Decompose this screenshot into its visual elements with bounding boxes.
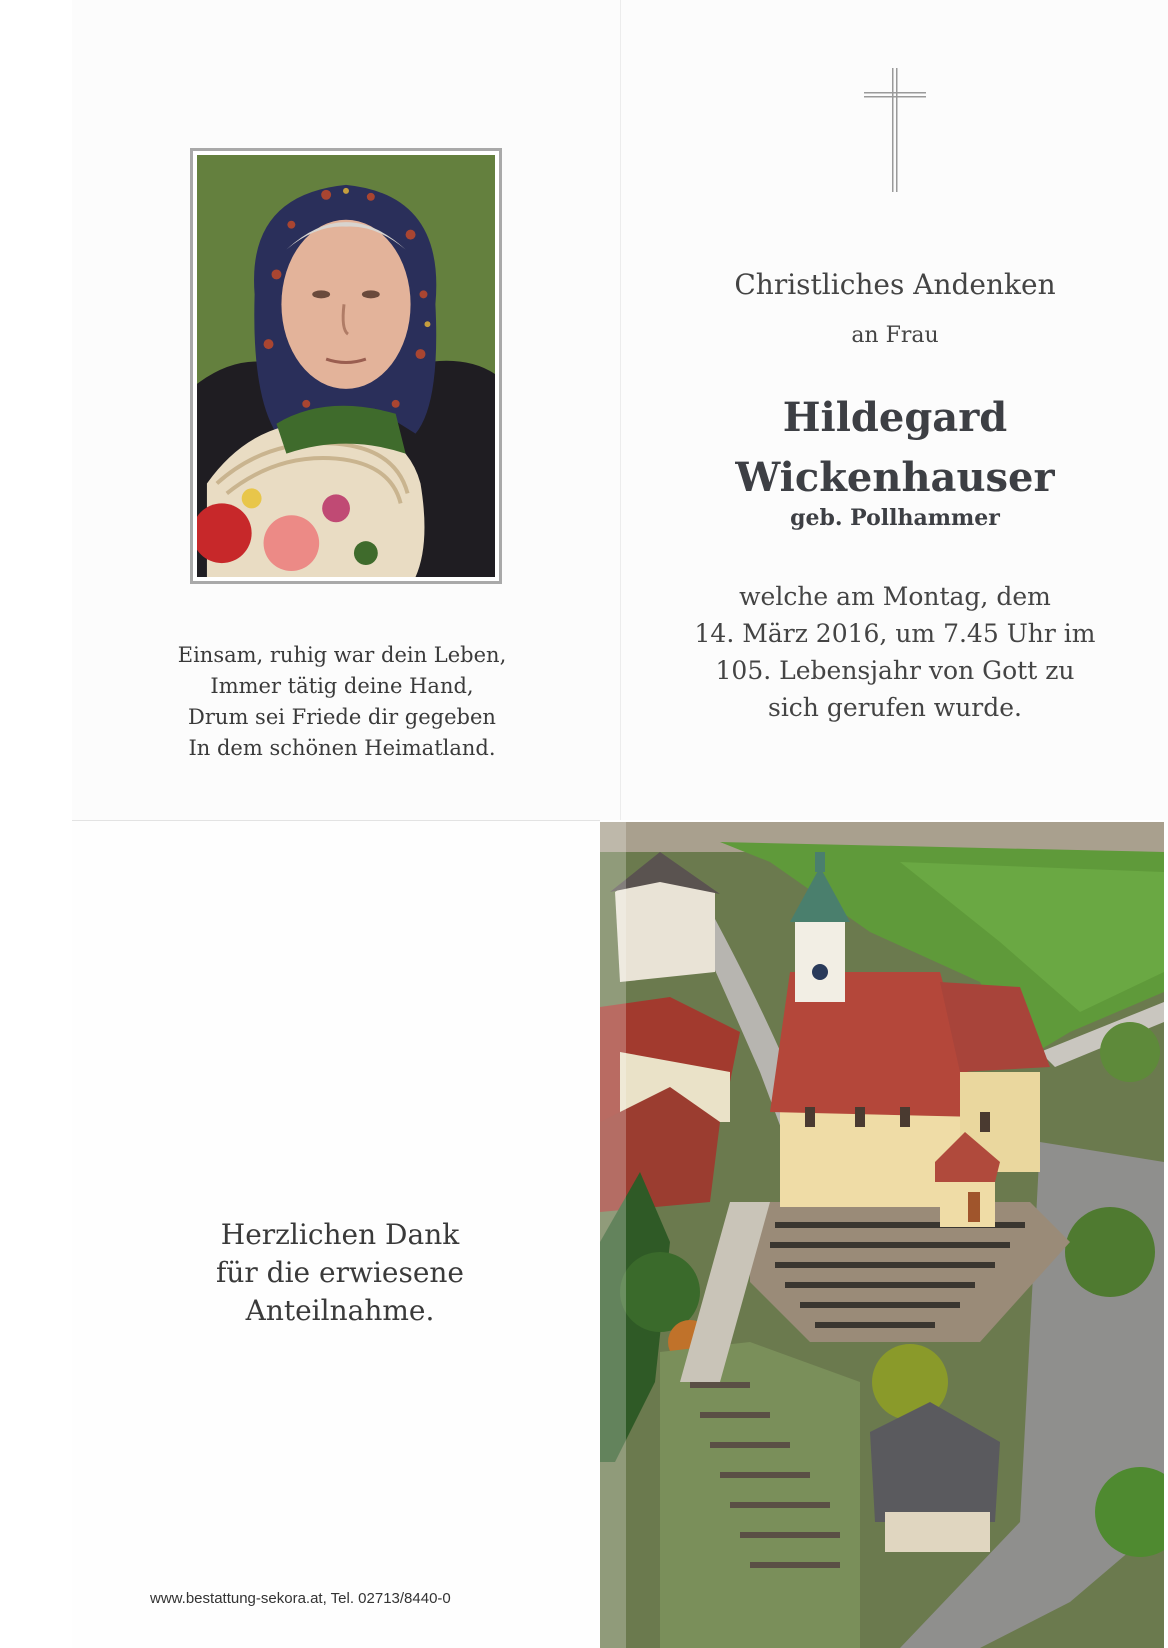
funeral-home-contact: www.bestattung-sekora.at, Tel. 02713/8440-0 bbox=[150, 1590, 451, 1607]
first-name: Hildegard bbox=[782, 394, 1008, 441]
church-image bbox=[600, 822, 1164, 1648]
fold-line-vertical bbox=[620, 0, 621, 820]
poem-line: Drum sei Friede dir gegeben bbox=[188, 705, 496, 729]
poem-line: In dem schönen Heimatland. bbox=[188, 736, 496, 760]
thanks-line: Herzlichen Dank bbox=[220, 1218, 460, 1251]
death-notice-line: welche am Montag, dem bbox=[739, 582, 1051, 611]
portrait-photo bbox=[190, 148, 502, 584]
thanks-message bbox=[160, 1216, 520, 1330]
death-notice-line: 14. März 2016, um 7.45 Uhr im bbox=[694, 619, 1096, 648]
thanks-line: für die erwiesene bbox=[215, 1256, 465, 1289]
death-notice bbox=[690, 578, 1100, 726]
cross-icon bbox=[862, 66, 928, 194]
portrait-image bbox=[197, 155, 495, 577]
birth-name: geb. Pollhammer bbox=[790, 505, 1000, 531]
church-aerial-photo bbox=[600, 822, 1164, 1648]
death-notice-line: sich gerufen wurde. bbox=[767, 693, 1023, 722]
poem-line: Immer tätig deine Hand, bbox=[210, 674, 474, 698]
salutation: an Frau bbox=[851, 323, 939, 348]
poem-line: Einsam, ruhig war dein Leben, bbox=[177, 643, 507, 667]
poem bbox=[150, 640, 534, 764]
death-notice-line: 105. Lebensjahr von Gott zu bbox=[715, 656, 1075, 685]
fold-line-horizontal bbox=[72, 820, 600, 821]
thanks-line: Anteilnahme. bbox=[245, 1294, 435, 1327]
last-name: Wickenhauser bbox=[735, 454, 1055, 501]
memorial-title: Christliches Andenken bbox=[734, 268, 1056, 301]
